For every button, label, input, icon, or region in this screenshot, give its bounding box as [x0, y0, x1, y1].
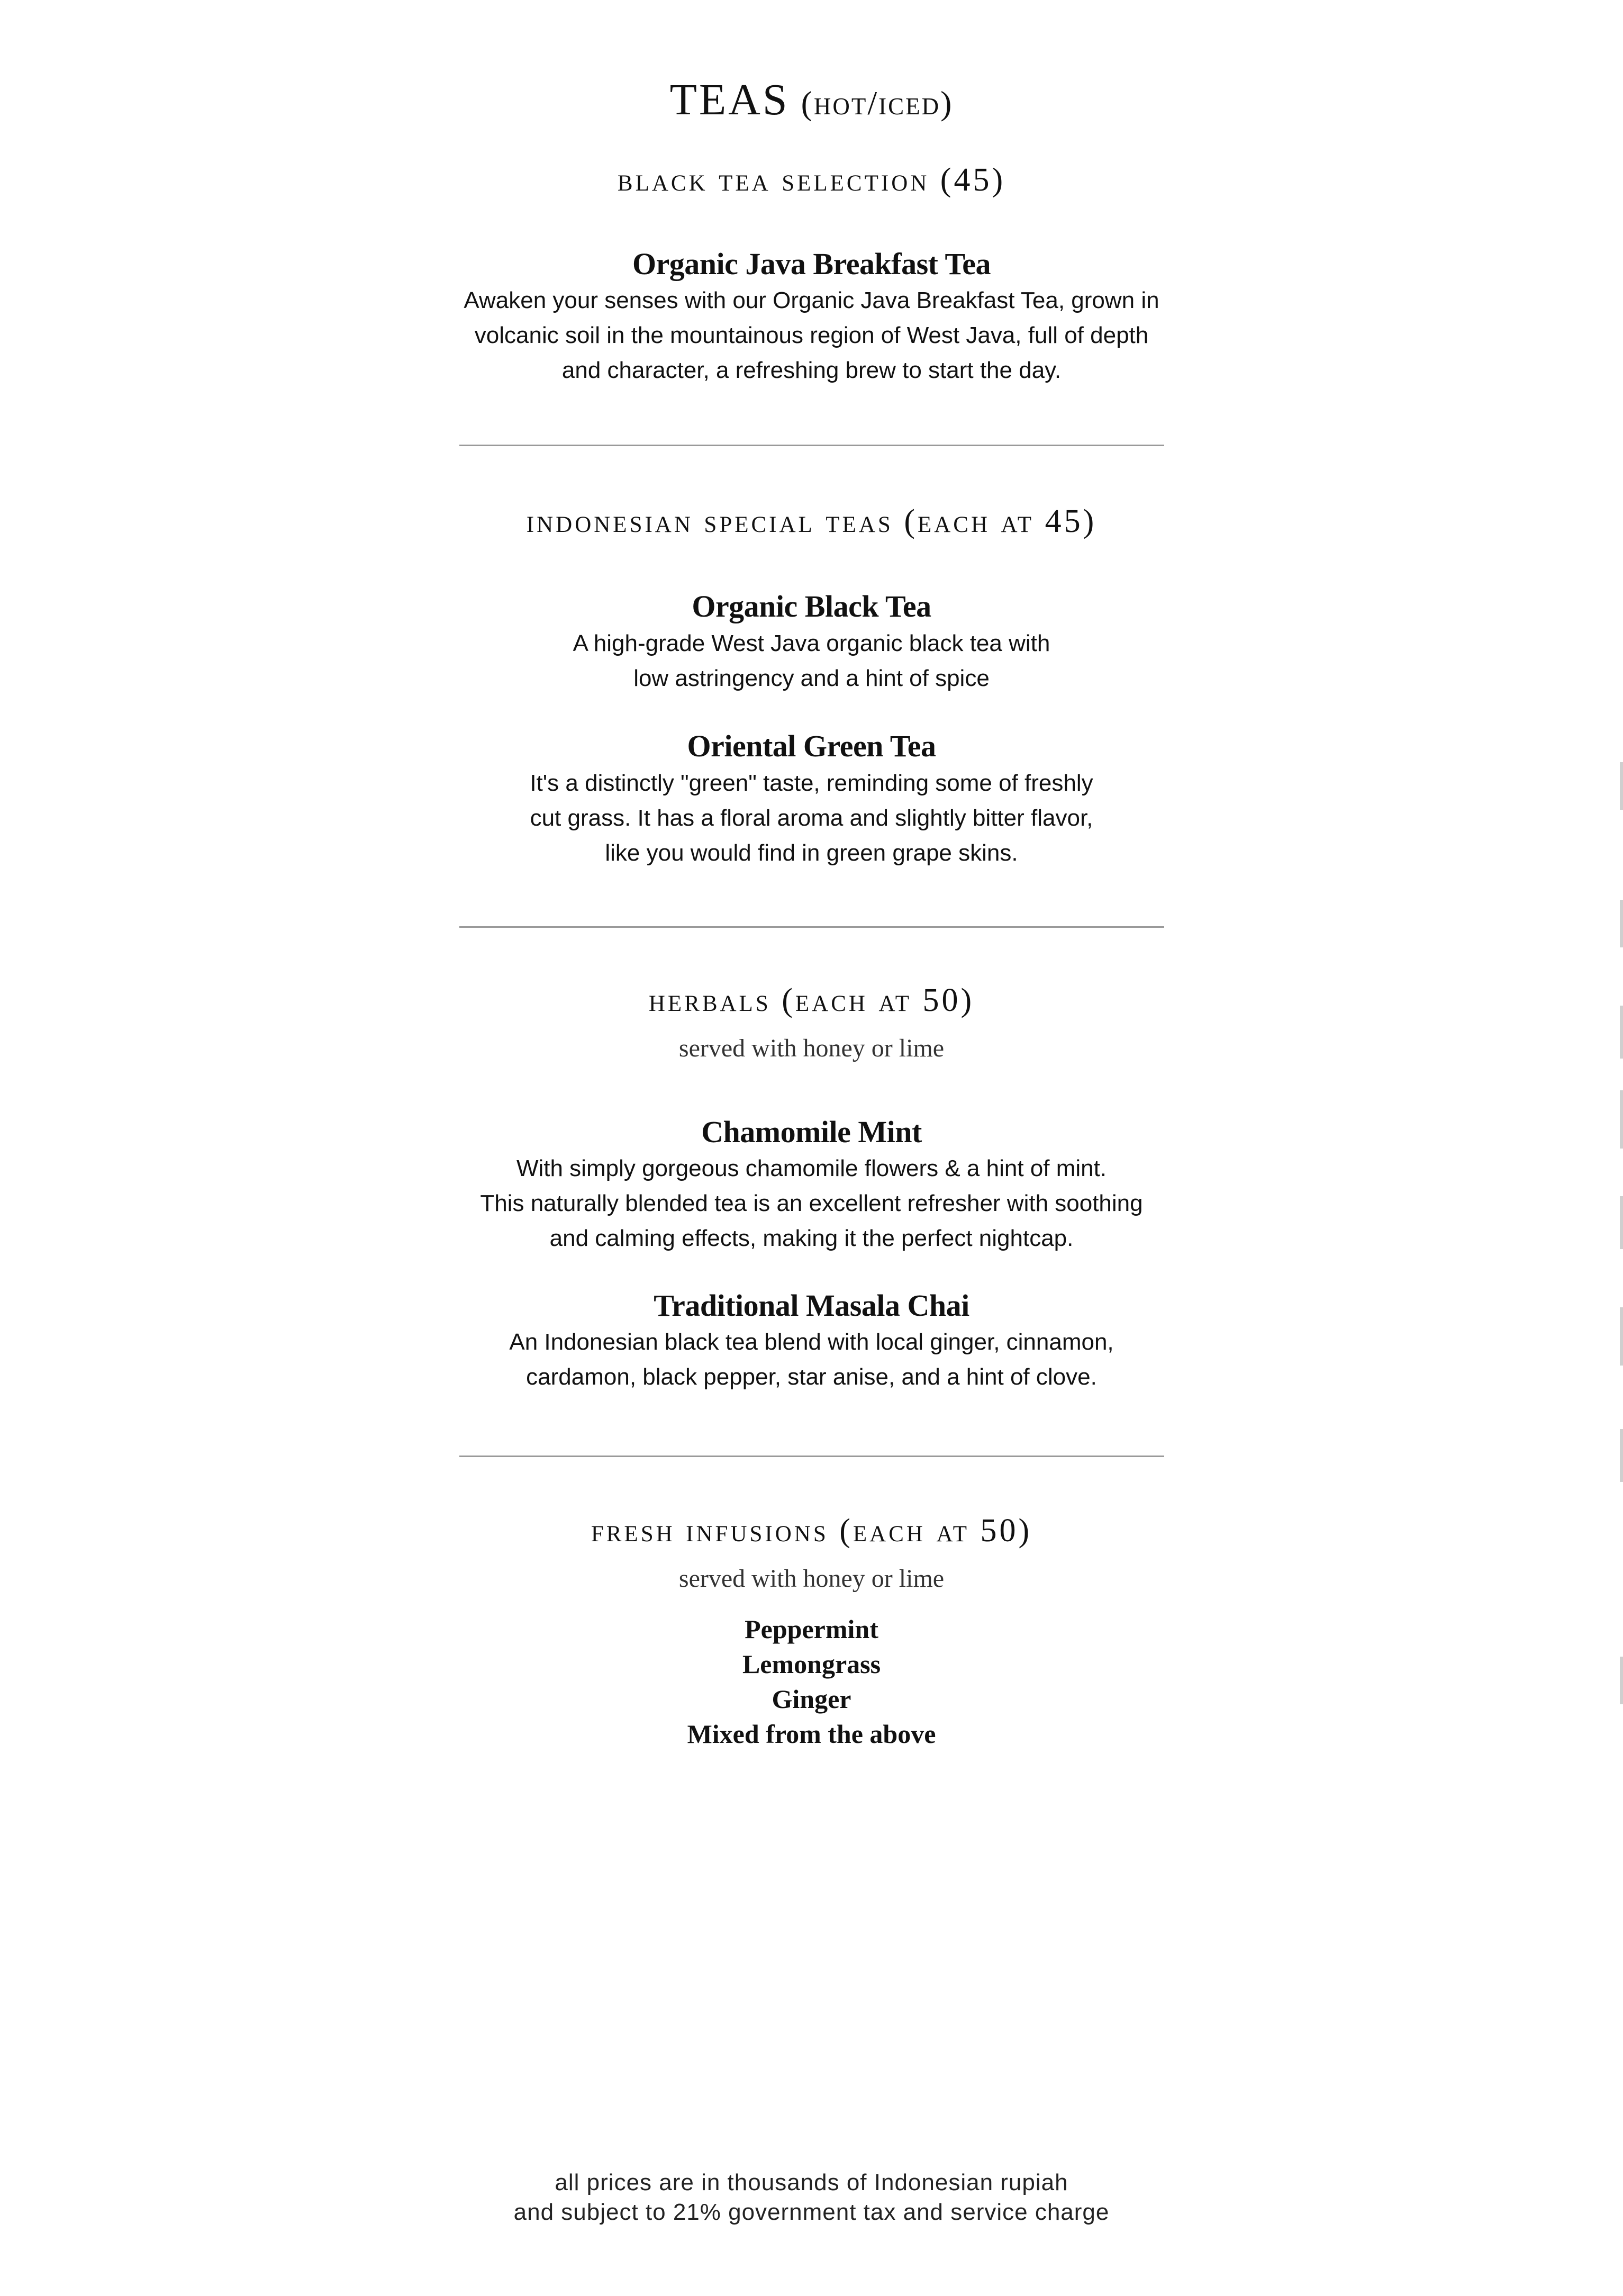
page-title	[0, 74, 1623, 125]
item-description	[0, 1325, 1623, 1395]
item-description	[0, 283, 1623, 388]
section-heading-fresh-infusions: fresh infusions (each at 50)	[591, 1513, 1032, 1549]
title-main: TEAS	[669, 75, 790, 124]
description-line: and character, a refreshing brew to start the day.	[561, 357, 1062, 383]
section-divider	[459, 445, 1164, 446]
scan-edge-mark	[1620, 1006, 1623, 1059]
section-heading-black-tea: black tea selection (45)	[617, 162, 1006, 198]
item-description	[0, 626, 1623, 696]
description-line: like you would find in green grape skins.	[605, 840, 1018, 866]
description-line: volcanic soil in the mountainous region of West Java, full of depth	[474, 322, 1149, 348]
description-line: With simply gorgeous chamomile flowers & a hint of mint.	[516, 1155, 1107, 1181]
section-divider	[459, 1456, 1164, 1457]
section-divider	[459, 926, 1164, 928]
scan-edge-mark	[1620, 1090, 1623, 1149]
scan-edge-mark	[1620, 1307, 1623, 1366]
description-line: low astringency and a hint of spice	[633, 665, 990, 691]
scan-edge-mark	[1620, 1429, 1623, 1482]
description-line: cardamon, black pepper, star anise, and a hint of clove.	[526, 1364, 1097, 1390]
scan-edge-mark	[1620, 1657, 1623, 1704]
description-line: An Indonesian black tea blend with local ginger, cinnamon,	[509, 1329, 1114, 1355]
infusion-list	[0, 1612, 1623, 1751]
list-item: Mixed from the above	[687, 1719, 936, 1749]
list-item: Ginger	[772, 1684, 851, 1714]
section-heading-indonesian-special-teas: indonesian special teas (each at 45)	[526, 503, 1097, 539]
description-line: and calming effects, making it the perfect nightcap.	[549, 1225, 1074, 1251]
description-line: cut grass. It has a floral aroma and slightly bitter flavor,	[530, 805, 1093, 831]
title-sub: (hot/iced)	[801, 84, 954, 122]
section-heading-herbals: herbals (each at 50)	[648, 982, 975, 1018]
description-line: A high-grade West Java organic black tea with	[573, 630, 1050, 656]
section-note: served with honey or lime	[678, 1034, 945, 1062]
list-item: Peppermint	[745, 1614, 878, 1644]
item-name-chamomile-mint: Chamomile Mint	[701, 1115, 922, 1149]
list-item: Lemongrass	[742, 1649, 881, 1679]
scan-edge-mark	[1620, 1196, 1623, 1249]
description-line: This naturally blended tea is an excellent refresher with soothing	[480, 1190, 1143, 1216]
item-name-organic-black-tea: Organic Black Tea	[692, 589, 931, 623]
item-name-traditional-masala-chai: Traditional Masala Chai	[654, 1288, 969, 1323]
item-description	[0, 1151, 1623, 1256]
item-name-oriental-green-tea: Oriental Green Tea	[687, 729, 936, 763]
item-description	[0, 766, 1623, 871]
footer-line: and subject to 21% government tax and service charge	[513, 2199, 1110, 2225]
section-note: served with honey or lime	[678, 1565, 945, 1593]
description-line: It's a distinctly "green" taste, reminding some of freshly	[530, 770, 1093, 796]
scan-edge-mark	[1620, 762, 1623, 810]
price-footer	[0, 2168, 1623, 2227]
item-name-organic-java-breakfast-tea: Organic Java Breakfast Tea	[632, 247, 991, 281]
footer-line: all prices are in thousands of Indonesian rupiah	[555, 2170, 1068, 2195]
scan-edge-mark	[1620, 900, 1623, 947]
description-line: Awaken your senses with our Organic Java Breakfast Tea, grown in	[464, 287, 1159, 313]
